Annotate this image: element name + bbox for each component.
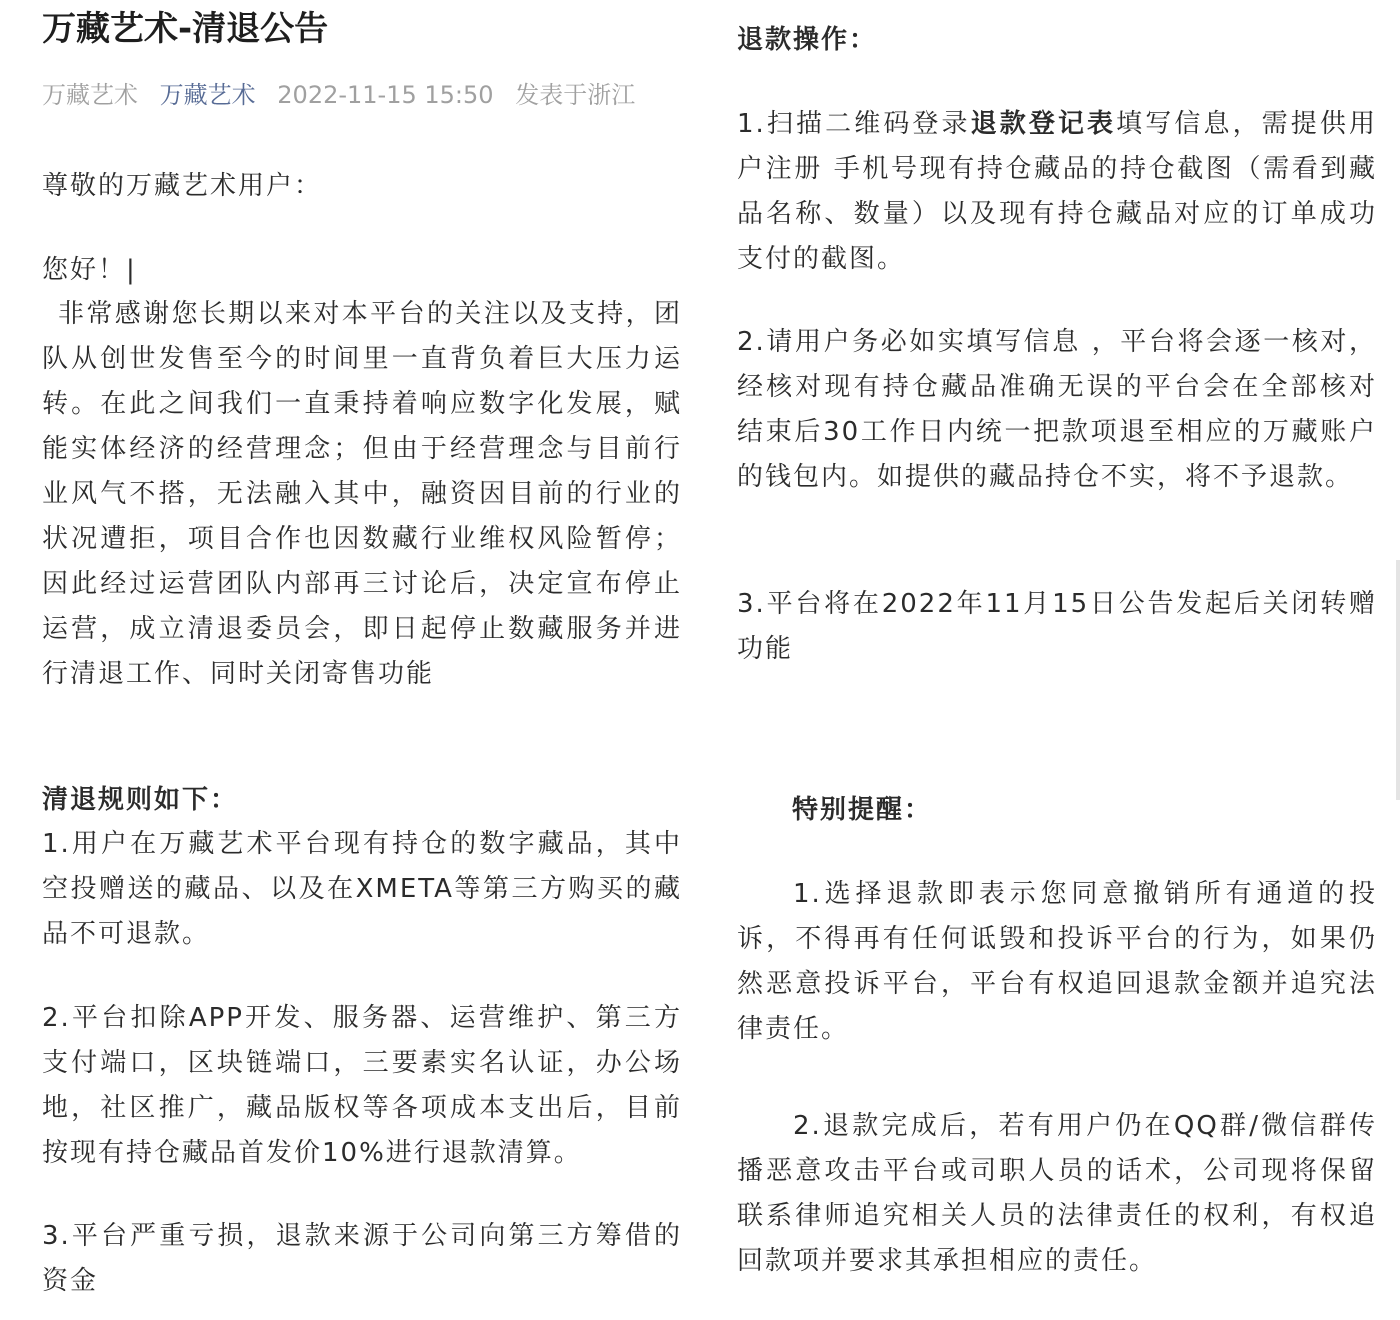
refund-step-1-post: 填写信息，需提供用户注册 手机号现有持仓藏品的持仓截图（需看到藏品名称、数量）以及现有持仓藏品对应的订单成功支付的截图。 [737,109,1377,274]
salutation: 尊敬的万藏艺术用户： [42,171,323,201]
article-meta [42,78,649,112]
reminder-2: 2.退款完成后，若有用户仍在QQ群/微信群传播恶意攻击平台或司职人员的话术，公司现将保留联系律师追究相关人员的法律责任的权利，有权追回款项并要求其承担相应的责任。 [737,1111,1377,1276]
rule-3: 3.平台严重亏损，退款来源于公司向第三方筹借的资金 [42,1221,682,1296]
rule-2: 2.平台扣除APP开发、服务器、运营维护、第三方支付端口，区块链端口，三要素实名认证，办公场地，社区推广，藏品版权等各项成本支出后，目前按现有持仓藏品首发价10%进行退款清算。 [42,1003,682,1168]
account-link[interactable]: 万藏艺术 [159,81,256,109]
refund-step-3: 3.平台将在2022年11月15日公告发起后关闭转赠功能 [737,589,1377,664]
intro-paragraph: 非常感谢您长期以来对本平台的关注以及支持，团队从创世发售至今的时间里一直背负着巨大压力运转。在此之间我们一直秉持着响应数字化发展，赋能实体经济的经营理念；但由于经营理念与目前行业风气不搭，无法融入其中，融资因目前的行业的状况遭拒，项目合作也因数藏行业维权风险暂停；因此经过运营团队内部再三讨论后，决定宣布停止运营，成立清退委员会，即日起停止数藏服务并进行清退工作、同时关闭寄售功能 [42,299,682,689]
refund-step-1-pre: 1.扫描二维码登录 [737,109,971,139]
reminder-1: 1.选择退款即表示您同意撤销所有通道的投诉，不得再有任何诋毁和投诉平台的行为，如果仍然恶意投诉平台，平台有权追回退款金额并追究法律责任。 [737,879,1377,1044]
publish-location: 发表于浙江 [515,81,636,109]
refund-heading: 退款操作： [737,25,878,55]
article-title: 万藏艺术-清退公告 [42,9,329,49]
scrollbar[interactable] [1396,560,1400,800]
rules-heading: 清退规则如下： [42,785,239,815]
publish-time: 2022-11-15 15:50 [277,81,494,109]
rule-1: 1.用户在万藏艺术平台现有持仓的数字藏品，其中空投赠送的藏品、以及在XMETA等第三方购买的藏品不可退款。 [42,829,682,949]
greeting: 您好！| [42,255,137,285]
author-name: 万藏艺术 [42,81,138,109]
reminder-heading: 特别提醒： [792,795,933,825]
refund-step-2: 2.请用户务必如实填写信息 ，平台将会逐一核对，经核对现有持仓藏品准确无误的平台会在全部核对结束后30工作日内统一把款项退至相应的万藏账户的钱包内。如提供的藏品持仓不实，将不予退款。 [737,327,1377,492]
refund-form-link: 退款登记表 [970,109,1117,139]
refund-step-1 [737,102,1377,282]
